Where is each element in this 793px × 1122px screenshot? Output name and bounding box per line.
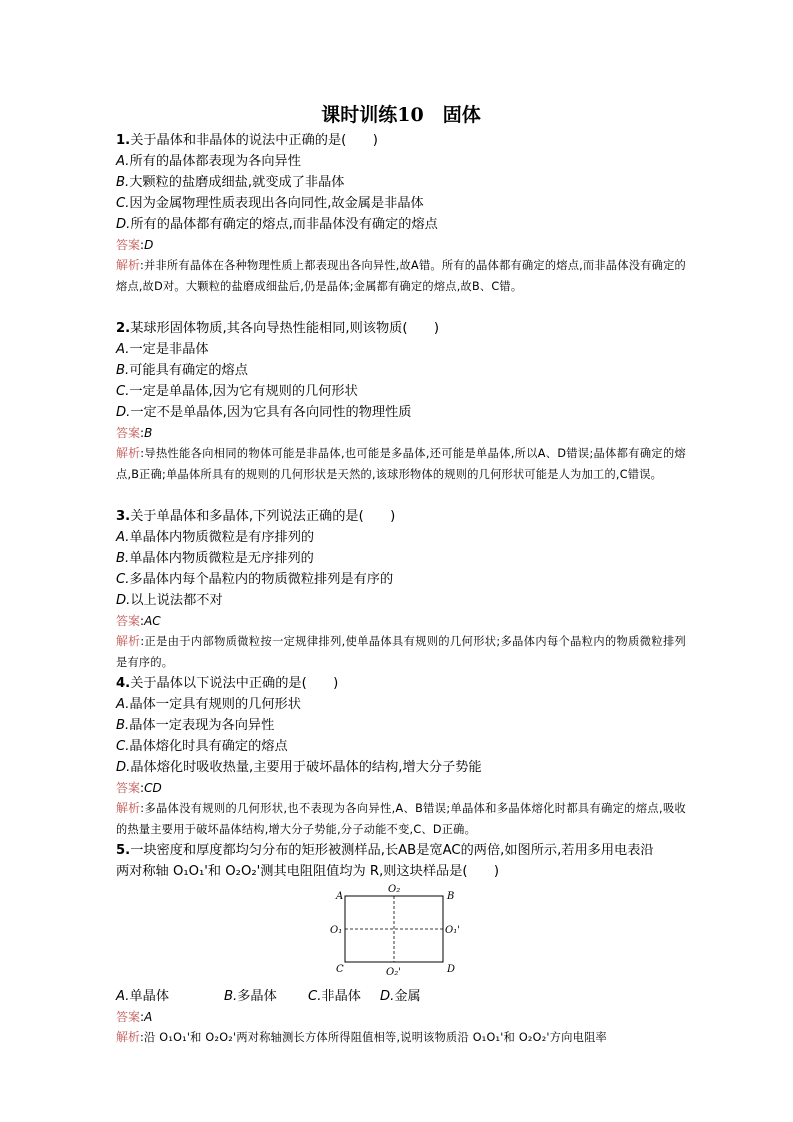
option-c: C.一定是单晶体,因为它有规则的几何形状: [116, 384, 358, 399]
option-b: B.大颗粒的盐磨成细盐,就变成了非晶体: [116, 175, 345, 190]
page-title: 课时训练10 固体: [321, 104, 481, 126]
analysis: [116, 443, 686, 506]
analysis-label: 解析: [116, 446, 141, 460]
question-stem: [116, 840, 686, 861]
option-c: C.因为金属物理性质表现出各向同性,故金属是非晶体: [116, 196, 424, 211]
analysis-label: 解析: [116, 258, 141, 272]
answer-label: 答案: [116, 781, 141, 795]
question-stem: [116, 130, 686, 151]
option-b: B.可能具有确定的熔点: [116, 363, 248, 378]
answer-label: 答案: [116, 238, 141, 252]
sample-rectangle-figure: [116, 882, 686, 986]
label-o1: O₁: [330, 925, 343, 936]
question-4: [116, 673, 686, 840]
answer-value: CD: [144, 781, 162, 795]
question-stem: [116, 318, 686, 339]
question-text: 关于单晶体和多晶体,下列说法正确的是( ): [130, 509, 396, 524]
analysis: [116, 798, 686, 840]
option-a: A.单晶体内物质微粒是有序排列的: [116, 530, 315, 545]
question-text: 关于晶体以下说法中正确的是( ): [130, 676, 339, 691]
question-text-line-1: 一块密度和厚度都均匀分布的矩形被测样品,长AB是宽AC的两倍,如图所示,若用多用电表沿: [130, 843, 654, 858]
question-number: 3.: [116, 509, 131, 524]
options-row: [116, 986, 686, 1007]
question-number: 1.: [116, 133, 131, 148]
option-b: B.多晶体: [224, 989, 277, 1004]
document-page: [116, 100, 686, 1048]
question-text: 关于晶体和非晶体的说法中正确的是( ): [130, 133, 378, 148]
question-number: 5.: [116, 843, 131, 858]
analysis-label: 解析: [116, 801, 141, 815]
option-c: C.多晶体内每个晶粒内的物质微粒排列是有序的: [116, 572, 394, 587]
answer-label: 答案: [116, 1010, 141, 1024]
question-3: [116, 506, 686, 673]
answer-value: D: [144, 238, 154, 252]
question-stem: [116, 506, 686, 527]
option-d: D.金属: [380, 989, 421, 1004]
option-c: C.非晶体: [308, 989, 361, 1004]
answer-label: 答案: [116, 426, 141, 440]
label-d: D: [447, 964, 456, 975]
question-number: 2.: [116, 321, 131, 336]
question-2: [116, 318, 686, 506]
analysis: [116, 255, 686, 318]
option-a: A.单晶体: [116, 989, 170, 1004]
label-c: C: [336, 964, 344, 975]
answer: 答案:AC: [116, 614, 161, 628]
analysis-text: :沿 O₁O₁'和 O₂O₂'两对称轴测长方体所得阻值相等,说明该物质沿 O₁O₁'和 O₂O₂'方向电阻率: [140, 1031, 607, 1044]
label-a: A: [336, 891, 344, 902]
label-o2: O₂: [388, 884, 401, 895]
label-o1-prime: O₁': [445, 925, 460, 936]
label-o2-prime: O₂': [386, 967, 401, 978]
option-d: D.晶体熔化时吸收热量,主要用于破坏晶体的结构,增大分子势能: [116, 760, 482, 775]
analysis-text: :导热性能各向相同的物体可能是非晶体,也可能是多晶体,还可能是单晶体,所以A、D错误;晶体都有确定的熔点,B正确;单晶体所具有的规则的几何形状是天然的,该球形物体的规则的几何形状可能是人为加工的,C错误。: [116, 447, 686, 481]
analysis-text: :多晶体没有规则的几何形状,也不表现为各向异性,A、B错误;单晶体和多晶体熔化时都具有确定的熔点,吸收的热量主要用于破坏晶体结构,增大分子势能,分子动能不变,C、D正确。: [116, 802, 686, 836]
option-a: A.所有的晶体都表现为各向异性: [116, 154, 301, 169]
rectangle-diagram: [328, 882, 458, 982]
answer-label: 答案: [116, 614, 141, 628]
label-b: B: [447, 891, 455, 902]
answer-value: A: [144, 1010, 153, 1024]
analysis-label: 解析: [116, 1030, 141, 1044]
question-5: [116, 840, 686, 1048]
answer-value: AC: [144, 614, 161, 628]
answer: 答案:B: [116, 426, 153, 440]
option-a: A.一定是非晶体: [116, 342, 209, 357]
analysis-text: :正是由于内部物质微粒按一定规律排列,使单晶体具有规则的几何形状;多晶体内每个晶粒内的物质微粒排列是有序的。: [116, 635, 686, 669]
analysis-text: :并非所有晶体在各种物理性质上都表现出各向异性,故A错。所有的晶体都有确定的熔点,而非晶体没有确定的熔点,故D对。大颗粒的盐磨成细盐后,仍是晶体;金属都有确定的熔点,故B、C错。: [116, 259, 686, 293]
option-b: B.单晶体内物质微粒是无序排列的: [116, 551, 314, 566]
answer-value: B: [144, 426, 153, 440]
option-d: D.一定不是单晶体,因为它具有各向同性的物理性质: [116, 405, 412, 420]
analysis: [116, 631, 686, 673]
question-number: 4.: [116, 676, 131, 691]
question-text-line-2: 两对称轴 O₁O₁'和 O₂O₂'测其电阻阻值均为 R,则这块样品是( ): [116, 864, 500, 879]
option-d: D.所有的晶体都有确定的熔点,而非晶体没有确定的熔点: [116, 217, 438, 232]
answer: 答案:CD: [116, 781, 162, 795]
question-stem-continued: [116, 861, 686, 882]
option-c: C.晶体熔化时具有确定的熔点: [116, 739, 288, 754]
option-b: B.晶体一定表现为各向异性: [116, 718, 275, 733]
question-text: 某球形固体物质,其各向导热性能相同,则该物质( ): [130, 321, 439, 336]
analysis-label: 解析: [116, 634, 141, 648]
option-a: A.晶体一定具有规则的几何形状: [116, 697, 301, 712]
answer: 答案:A: [116, 1010, 153, 1024]
question-stem: [116, 673, 686, 694]
question-1: [116, 130, 686, 318]
analysis: [116, 1027, 686, 1048]
option-d: D.以上说法都不对: [116, 593, 223, 608]
answer: 答案:D: [116, 238, 154, 252]
